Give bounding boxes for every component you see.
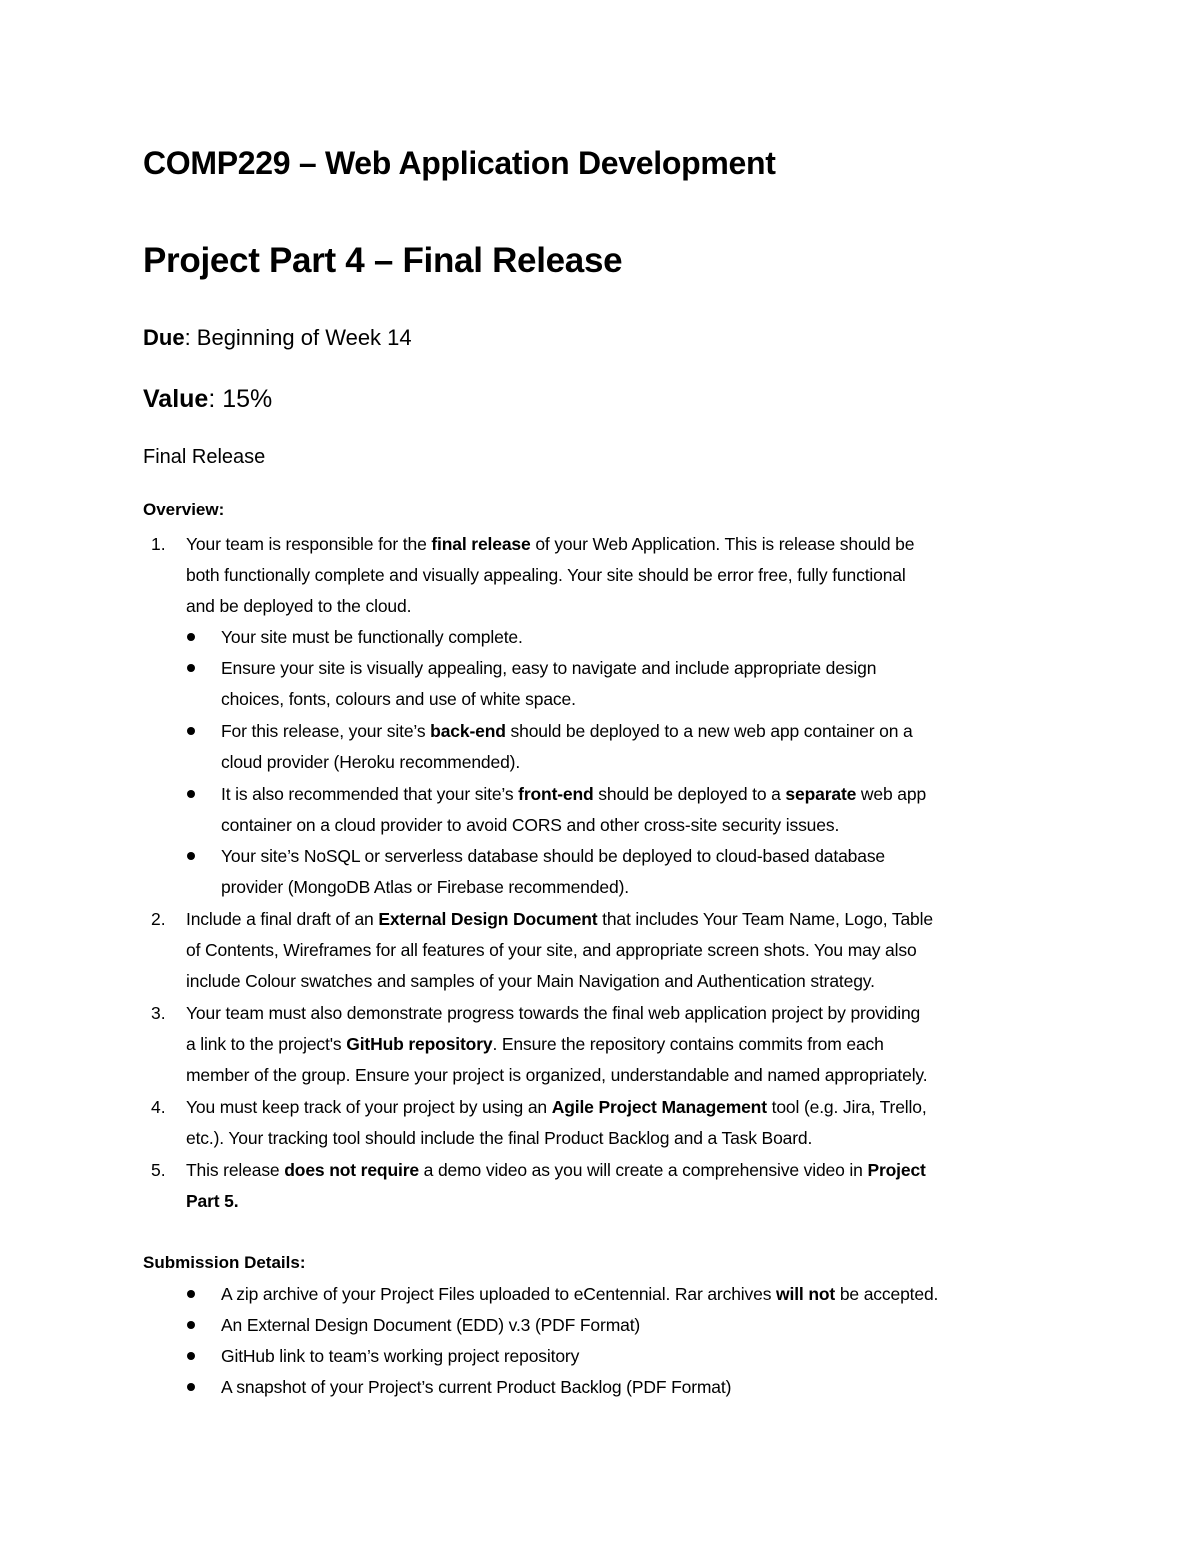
due-label: Due <box>143 325 185 350</box>
list-item-line: etc.). Your tracking tool should include the final Product Backlog and a Task Board. <box>186 1128 813 1148</box>
bullet-icon <box>187 1321 195 1329</box>
list-item-line: Part 5. <box>186 1191 239 1211</box>
bullet-item-line: container on a cloud provider to avoid CORS and other cross-site security issues. <box>221 815 840 835</box>
bullet-icon <box>187 664 195 672</box>
section-title: Final Release <box>143 446 266 468</box>
bullet-icon <box>187 1352 195 1360</box>
list-item-line: Include a final draft of an External Design Document that includes Your Team Name, Logo, Table <box>186 909 933 929</box>
submission-item: An External Design Document (EDD) v.3 (PDF Format) <box>221 1315 641 1335</box>
list-number: 4. <box>151 1097 166 1117</box>
list-item-line: Your team is responsible for the final release of your Web Application. This is release should be <box>186 534 915 554</box>
bullet-icon <box>187 727 195 735</box>
list-item-line: This release does not require a demo video as you will create a comprehensive video in Project <box>186 1160 926 1180</box>
bullet-item-line: For this release, your site’s back-end should be deployed to a new web app container on a <box>221 721 913 741</box>
bullet-icon <box>187 852 195 860</box>
value-value: : 15% <box>208 385 273 413</box>
overview-heading: Overview: <box>143 500 225 519</box>
bullet-item-line: Your site must be functionally complete. <box>221 627 523 647</box>
list-item-line: and be deployed to the cloud. <box>186 596 412 616</box>
list-item-line: member of the group. Ensure your project is organized, understandable and named appropriately. <box>186 1065 928 1085</box>
list-number: 2. <box>151 909 166 929</box>
list-item-line: Your team must also demonstrate progress towards the final web application project by providing <box>186 1003 921 1023</box>
list-item-line: both functionally complete and visually appealing. Your site should be error free, fully functional <box>186 565 906 585</box>
list-item-line: of Contents, Wireframes for all features of your site, and appropriate screen shots. You may also <box>186 940 917 960</box>
value-label: Value <box>143 385 209 413</box>
list-item-line: You must keep track of your project by using an Agile Project Management tool (e.g. Jira, Trello, <box>186 1097 927 1117</box>
bullet-item-line: Ensure your site is visually appealing, easy to navigate and include appropriate design <box>221 658 877 678</box>
bullet-item-line: cloud provider (Heroku recommended). <box>221 752 521 772</box>
bullet-icon <box>187 1383 195 1391</box>
course-title: COMP229 – Web Application Development <box>143 145 776 181</box>
list-item-line: include Colour swatches and samples of your Main Navigation and Authentication strategy. <box>186 971 875 991</box>
list-number: 1. <box>151 534 166 554</box>
project-title: Project Part 4 – Final Release <box>143 241 623 280</box>
submission-heading: Submission Details: <box>143 1253 306 1272</box>
submission-item: GitHub link to team’s working project repository <box>221 1346 580 1366</box>
bullet-item-line: It is also recommended that your site’s front-end should be deployed to a separate web app <box>221 784 927 804</box>
bullet-item-line: Your site’s NoSQL or serverless database should be deployed to cloud-based database <box>221 846 886 866</box>
due-value: : Beginning of Week 14 <box>184 325 412 350</box>
submission-item: A snapshot of your Project’s current Product Backlog (PDF Format) <box>221 1377 732 1397</box>
submission-item: A zip archive of your Project Files uploaded to eCentennial. Rar archives will not be accepted. <box>221 1284 939 1304</box>
bullet-icon <box>187 790 195 798</box>
value-line <box>143 382 272 416</box>
bullet-item-line: choices, fonts, colours and use of white space. <box>221 689 576 709</box>
bullet-icon <box>187 633 195 641</box>
list-item-line: a link to the project's GitHub repository. Ensure the repository contains commits from each <box>186 1034 884 1054</box>
list-number: 3. <box>151 1003 166 1023</box>
list-number: 5. <box>151 1160 166 1180</box>
bullet-icon <box>187 1290 195 1298</box>
bullet-item-line: provider (MongoDB Atlas or Firebase recommended). <box>221 877 629 897</box>
due-line <box>143 323 412 353</box>
